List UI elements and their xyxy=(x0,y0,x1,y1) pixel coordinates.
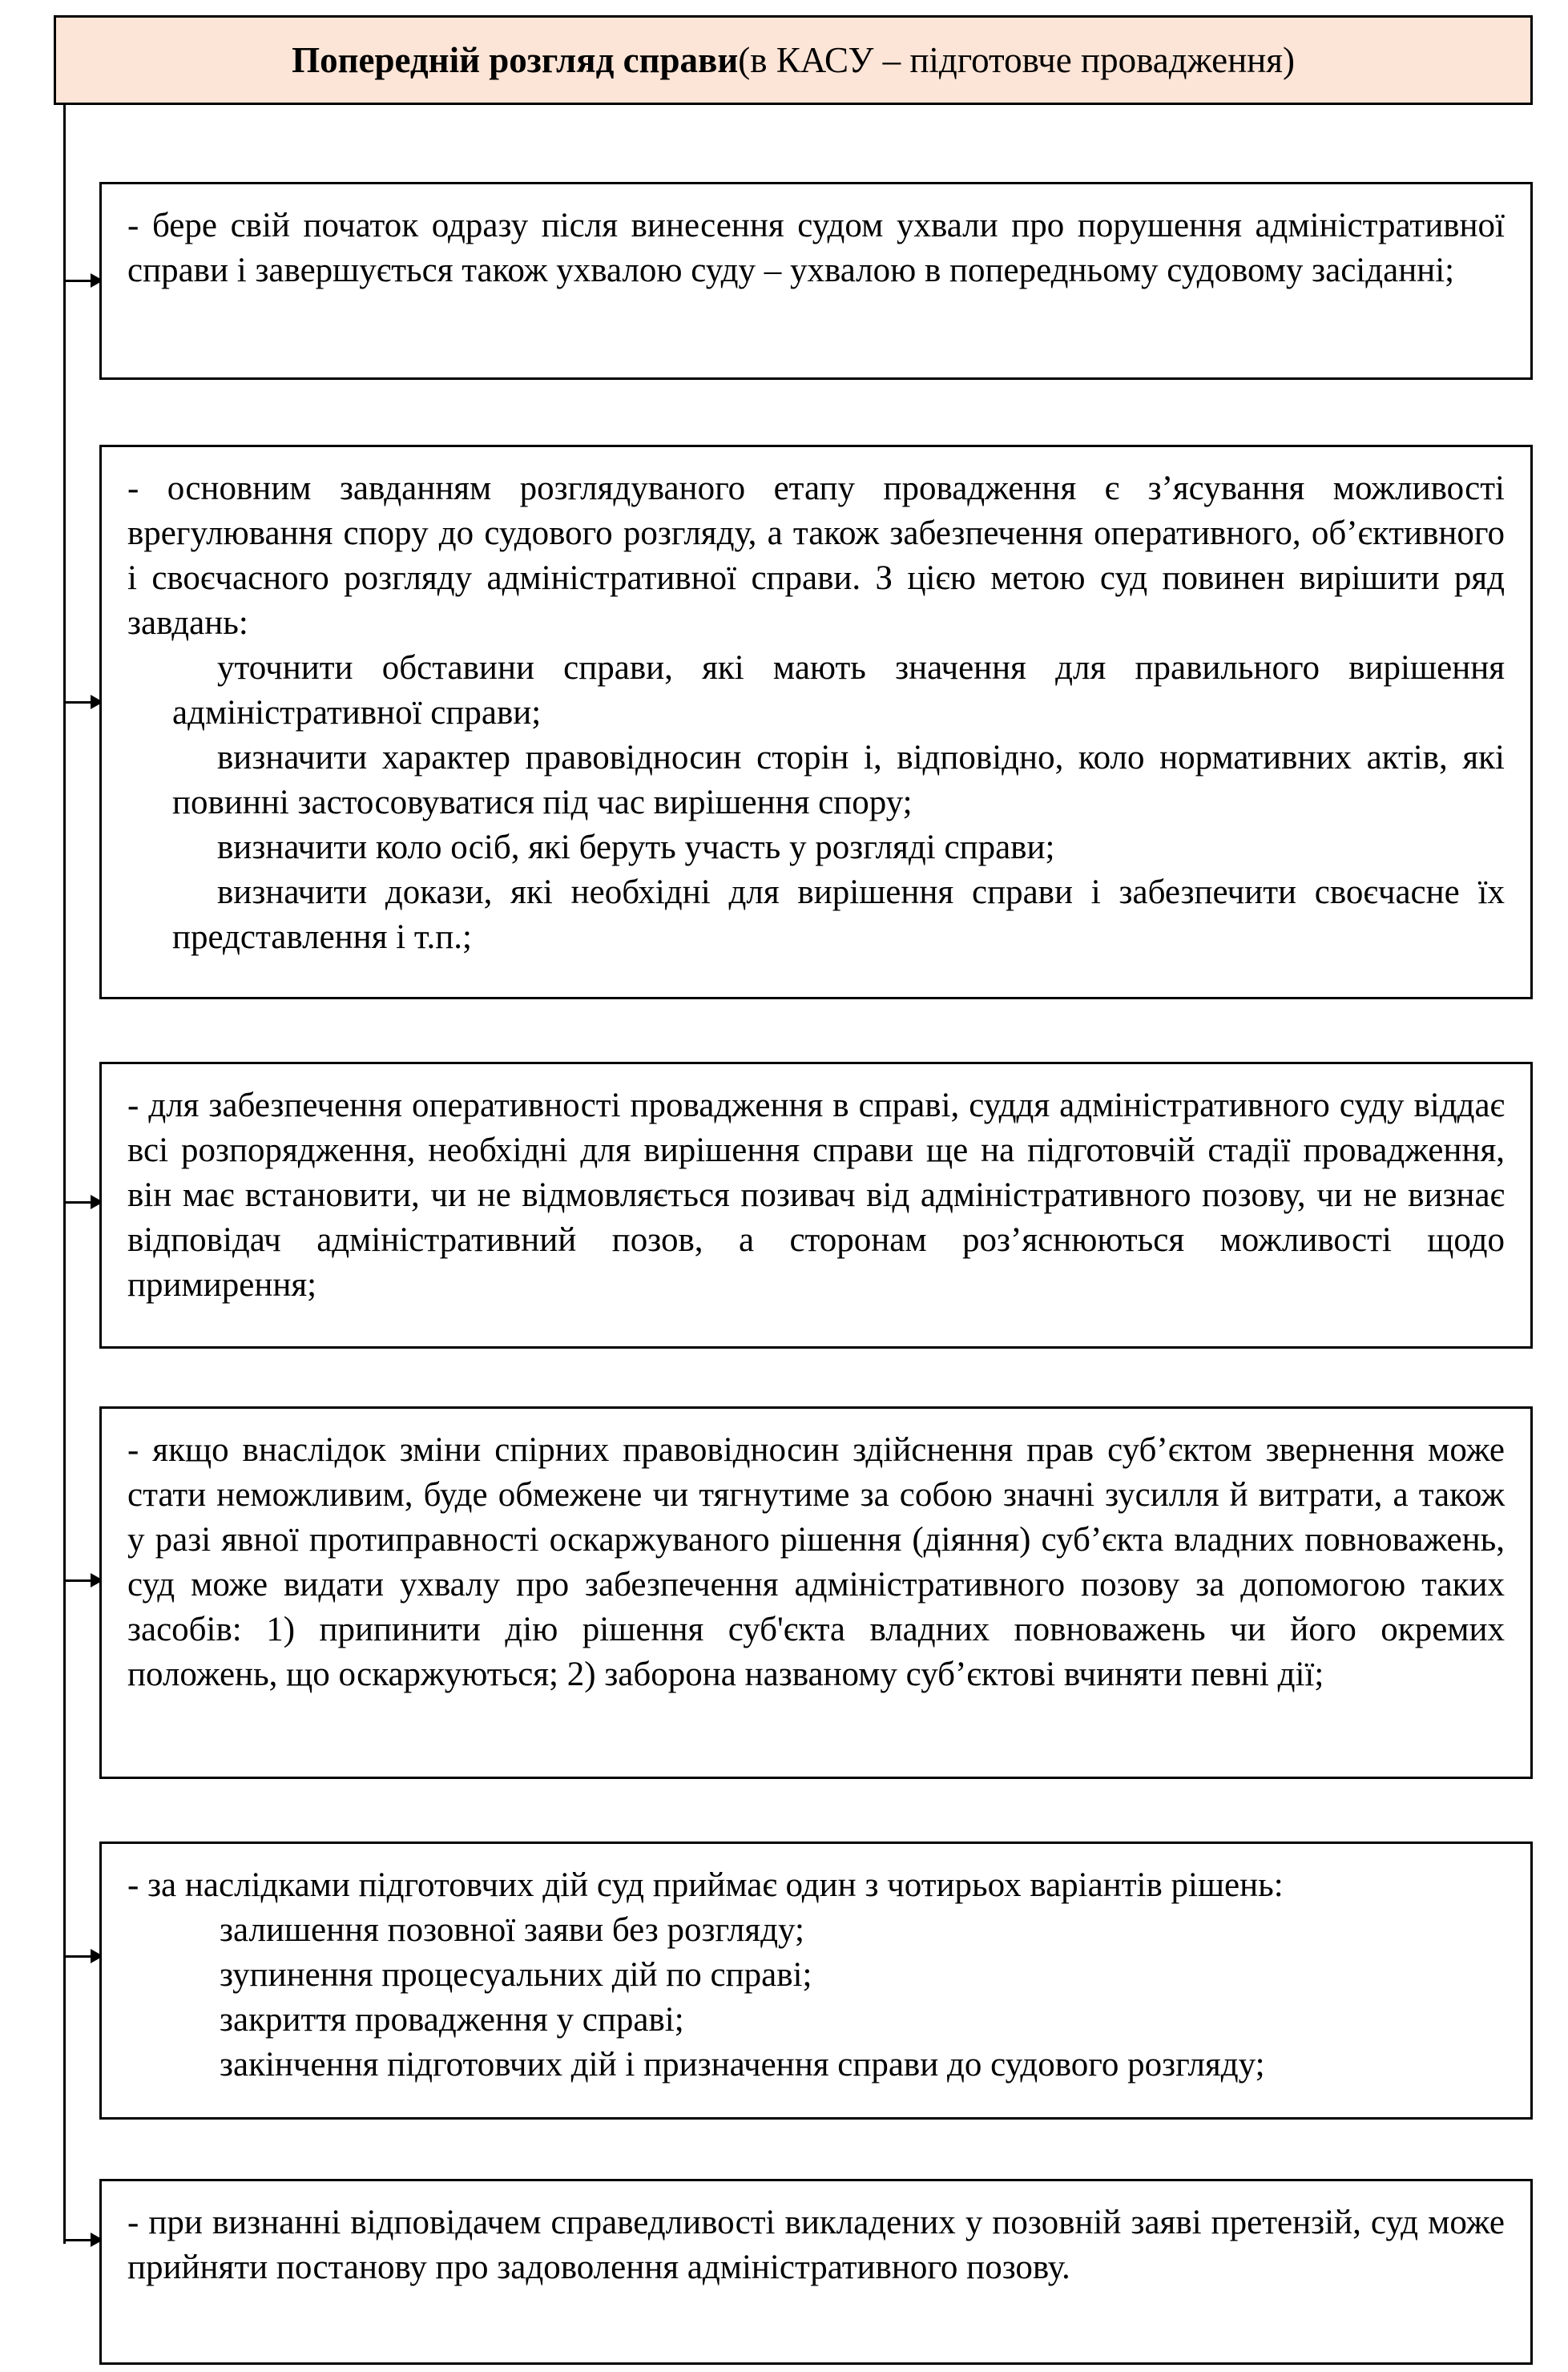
info-box-6 xyxy=(99,2179,1533,2365)
arrow-4 xyxy=(63,1579,94,1582)
box-5-item: закінчення підготовчих дій і призначення справи до судового розгляду; xyxy=(220,2046,1265,2084)
arrow-1 xyxy=(63,280,94,282)
box-4-text: - якщо внаслідок зміни спірних правовідносин здійснення прав суб’єктом звернення може стати неможливим, буде обмежене чи тягнутиме за собою значні зусилля й витрати, а також у разі явної протиправності оскаржуваного рішення (діяння) суб’єкта владних повноважень, суд може видати ухвалу про забезпечення адміністративного позову за допомогою таких засобів: 1) припинити дію рішення суб'єкта владних повноважень чи його окремих положень, що оскаржуються; 2) заборона названому суб’єктові вчиняти певні дії; xyxy=(127,1431,1505,1693)
box-6-text: - при визнанні відповідачем справедливості викладених у позовній заяві претензій, суд може прийняти постанову про задоволення адміністративного позову. xyxy=(127,2204,1505,2286)
box-2-text: - основним завданням розглядуваного етапу провадження є з’ясування можливості врегулювання спору до судового розгляду, а також забезпечення оперативного, об’єктивного і своєчасного розгляду адміністративної справи. З цією метою суд повинен вирішити ряд завдань: xyxy=(127,470,1505,642)
info-box-5 xyxy=(99,1842,1533,2120)
info-box-4 xyxy=(99,1406,1533,1779)
connector-spine xyxy=(63,105,66,2244)
box-5-item: закриття провадження у справі; xyxy=(220,2001,684,2039)
box-2-item: уточнити обставини справи, які мають значення для правильного вирішення адміністративної справи; xyxy=(172,649,1505,732)
box-3-text: - для забезпечення оперативності провадження в справі, суддя адміністративного суду віддає всі розпорядження, необхідні для вирішення справи ще на підготовчій стадії провадження, він має встановити, чи не відмовляється позивач від адміністративного позову, чи не визнає відповідач адміністративний позов, а сторонам роз’яснюються можливості щодо примирення; xyxy=(127,1087,1505,1304)
info-box-3 xyxy=(99,1062,1533,1349)
box-2-item: визначити характер правовідносин сторін і, відповідно, коло нормативних актів, які повинні застосовуватися під час вирішення спору; xyxy=(172,739,1505,821)
title-rest-text: (в КАСУ – підготовче провадження) xyxy=(738,40,1295,80)
box-5-item: залишення позовної заяви без розгляду; xyxy=(220,1911,804,1949)
arrow-2 xyxy=(63,701,94,704)
box-1-text: - бере свій початок одразу після винесення судом ухвали про порушення адміністративної справи і завершується також ухвалою суду – ухвалою в попередньому судовому засіданні; xyxy=(127,207,1505,289)
title-bold-text: Попередній розгляд справи xyxy=(292,40,739,80)
box-5-item: зупинення процесуальних дій по справі; xyxy=(220,1956,812,1994)
diagram-title-box xyxy=(54,15,1533,105)
info-box-1 xyxy=(99,182,1533,380)
arrow-6 xyxy=(63,2239,94,2241)
arrow-3 xyxy=(63,1201,94,1204)
box-2-item: визначити коло осіб, які беруть участь у розгляді справи; xyxy=(217,829,1055,866)
box-5-text: - за наслідками підготовчих дій суд приймає один з чотирьох варіантів рішень: xyxy=(127,1866,1284,1904)
info-box-2 xyxy=(99,445,1533,999)
box-2-item: визначити докази, які необхідні для вирішення справи і забезпечити своєчасне їх представлення і т.п.; xyxy=(172,873,1505,956)
arrow-5 xyxy=(63,1955,94,1958)
